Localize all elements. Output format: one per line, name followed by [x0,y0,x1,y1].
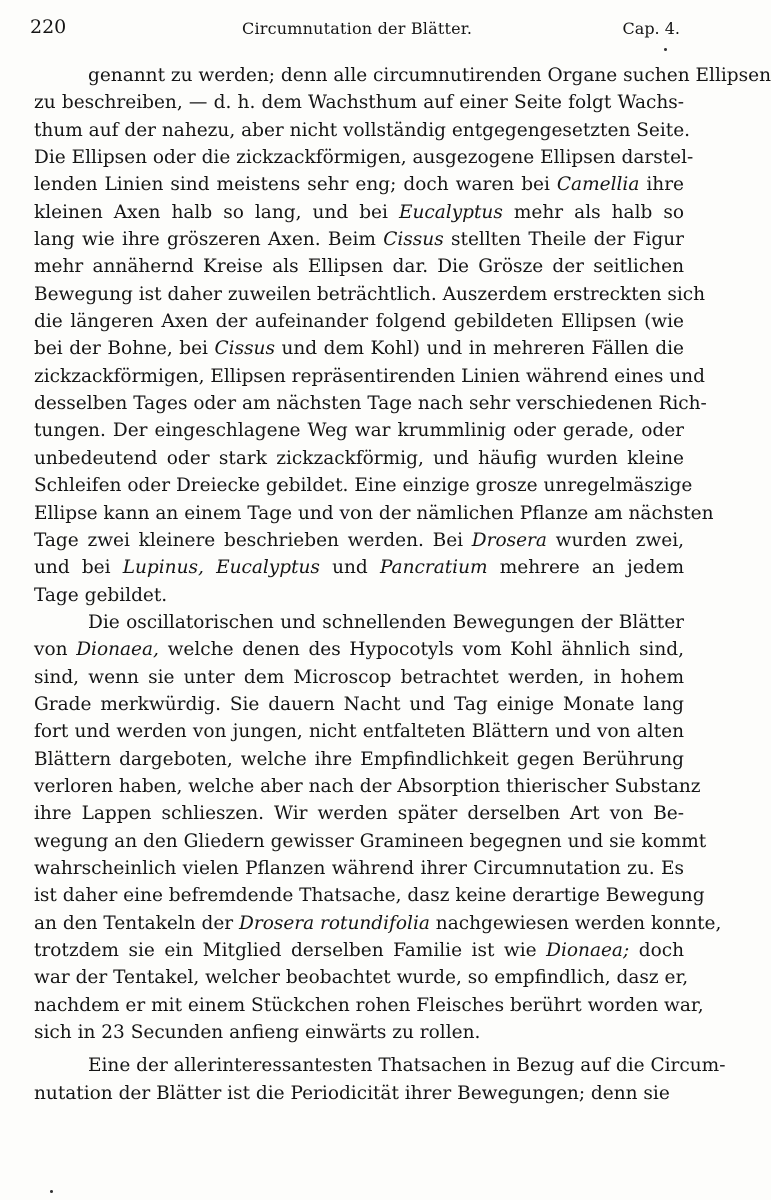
italic-term: Camellia [556,174,640,196]
text-line [34,89,684,116]
text-run: mehr als halb so [502,201,684,223]
text-line [34,445,684,472]
text-run: und [319,557,380,579]
text-line [34,527,684,554]
text-line [34,253,684,280]
text-run: lenden Linien sind meistens sehr eng; doch waren bei [34,174,557,196]
text-run: Tage gebildet. [34,584,168,606]
italic-term: Lupinus, [122,557,204,579]
text-run: desselben Tages oder am nächsten Tage nach sehr verschiedenen Rich- [34,393,707,415]
italic-term: Cissus [383,229,444,251]
italic-term: Drosera rotundifolia [239,912,430,934]
body-text [34,62,771,1107]
text-line [34,171,684,198]
text-line [34,800,684,827]
text-line [34,746,684,773]
text-run: ihre Lappen schlieszen. Wir werden später derselben Art von Be- [34,803,684,825]
text-line [34,1080,684,1107]
text-run: fort und werden von jungen, nicht entfalteten Blättern und von alten [34,721,684,743]
text-run: und bei [34,557,123,579]
text-run: Ellipse kann an einem Tage und von der nämlichen Pflanze am nächsten [34,502,714,524]
text-line [34,417,684,444]
text-line [34,992,704,1019]
text-run: ihre [639,174,684,196]
text-run: welche denen des Hypocotyls vom Kohl ähnlich sind, [158,639,684,661]
text-run: verloren haben, welche aber nach der Absorption thierischer Substanz [34,775,701,797]
text-line [34,226,684,253]
text-run: nachgewiesen werden konnte, [429,912,722,934]
text-run: Die Ellipsen oder die zickzackförmigen, ausgezogene Ellipsen darstel- [34,147,694,169]
text-line [34,281,706,308]
text-run: die längeren Axen der aufeinander folgend gebildeten Ellipsen (wie [34,311,684,333]
text-run: mehr annähernd Kreise als Ellipsen dar. Die Grösze der seitlichen [34,256,684,278]
text-run: mehrere an jedem [487,557,684,579]
text-run: Bewegung ist daher zuweilen beträchtlich. Auszerdem erstreckten sich [34,283,706,305]
text-line [34,691,684,718]
text-line [34,937,684,964]
text-line [34,582,684,609]
text-run: ist daher eine befremdende Thatsache, dasz keine derartige Bewegung [34,885,705,907]
text-run: sind, wenn sie unter dem Microscop betrachtet werden, in hohem [34,666,684,688]
paragraph-1 [34,62,771,609]
text-run: Eine der allerinteressantesten Thatsachen in Bezug auf die Circum- [88,1055,726,1077]
text-line [34,500,714,527]
text-run: zu beschreiben, — d. h. dem Wachsthum auf einer Seite folgt Wachs- [34,92,684,114]
text-line [34,964,689,991]
text-run: tungen. Der eingeschlagene Weg war krummlinig oder gerade, oder [34,420,684,442]
text-run: doch [629,940,684,961]
italic-term: Eucalyptus [216,557,320,579]
print-speck [50,1190,53,1193]
text-run: nutation der Blätter ist die Periodicität ihrer Bewegungen; denn sie [34,1082,670,1104]
text-run: kleinen Axen halb so lang, und bei [34,201,399,223]
italic-term: Cissus [214,338,275,360]
text-line [34,773,701,800]
text-run: Grade merkwürdig. Sie dauern Nacht und Tag einige Monate lang [34,693,684,715]
running-head [30,16,680,46]
text-run: nachdem er mit einem Stückchen rohen Fleisches berührt worden war, [34,994,704,1016]
running-title: Circumnutation der Blätter. [242,19,473,38]
text-run: stellten Theile der Figur [443,229,684,251]
text-run: an den Tentakeln der [34,912,240,934]
text-line [34,144,694,171]
text-line [34,718,684,745]
text-line [34,910,722,937]
text-line [34,664,684,691]
text-run: Tage zwei kleinere beschrieben werden. Bei [34,529,472,551]
text-line [34,472,693,499]
text-run: Schleifen oder Dreiecke gebildet. Eine einzige grosze unregelmäszige [34,475,693,497]
chapter-reference: Cap. 4. [622,19,680,38]
italic-term: Dionaea, [76,639,159,661]
text-run: unbedeutend oder stark zickzackförmig, und häufig wurden kleine [34,447,684,469]
text-run: war der Tentakel, welcher beobachtet wurde, so empfindlich, dasz er, [34,967,689,989]
text-run: wurden zwei, [546,529,685,551]
text-line [34,609,684,636]
text-run: Blättern dargeboten, welche ihre Empfindlichkeit gegen Berührung [34,748,684,770]
italic-term: Eucalyptus [398,201,503,223]
text-run: lang wie ihre gröszeren Axen. Beim [34,229,384,251]
text-run: sich in 23 Secunden anfieng einwärts zu rollen. [34,1022,481,1044]
text-run: trotzdem sie ein Mitglied derselben Familie ist wie [34,940,547,961]
text-line [34,855,684,882]
text-run: bei der Bohne, bei [34,338,215,360]
text-run: genannt zu werden; denn alle circumnutirenden Organe suchen Ellipsen [88,65,771,86]
text-line [34,828,707,855]
text-run: thum auf der nahezu, aber nicht vollständig entgegengesetzten Seite. [34,119,691,141]
text-line [34,335,684,362]
text-line [34,636,684,663]
print-speck [664,48,667,51]
text-run [204,557,216,578]
text-run: wegung an den Gliedern gewisser Gramineen begegnen und sie kommt [34,830,707,852]
italic-term: Dionaea; [546,940,630,961]
text-run: zickzackförmigen, Ellipsen repräsentirenden Linien während eines und [34,365,705,387]
text-run: und dem Kohl) und in mehreren Fällen die [274,338,685,360]
text-line [34,1019,684,1046]
italic-term: Pancratium [379,557,488,579]
italic-term: Drosera [471,529,547,551]
text-line [34,199,684,226]
text-line [34,308,684,335]
text-run: Die oscillatorischen und schnellenden Bewegungen der Blätter [88,611,684,633]
text-line [34,882,705,909]
text-line [34,62,771,89]
text-line [34,117,691,144]
text-line [34,390,707,417]
text-line [34,1052,726,1079]
text-run: von [34,639,77,661]
page-number: 220 [30,16,67,38]
text-line [34,554,684,581]
text-run: wahrscheinlich vielen Pflanzen während ihrer Circumnutation zu. Es [34,857,684,879]
paragraph-3 [34,1052,726,1107]
paragraph-2 [34,609,722,1047]
text-line [34,363,705,390]
